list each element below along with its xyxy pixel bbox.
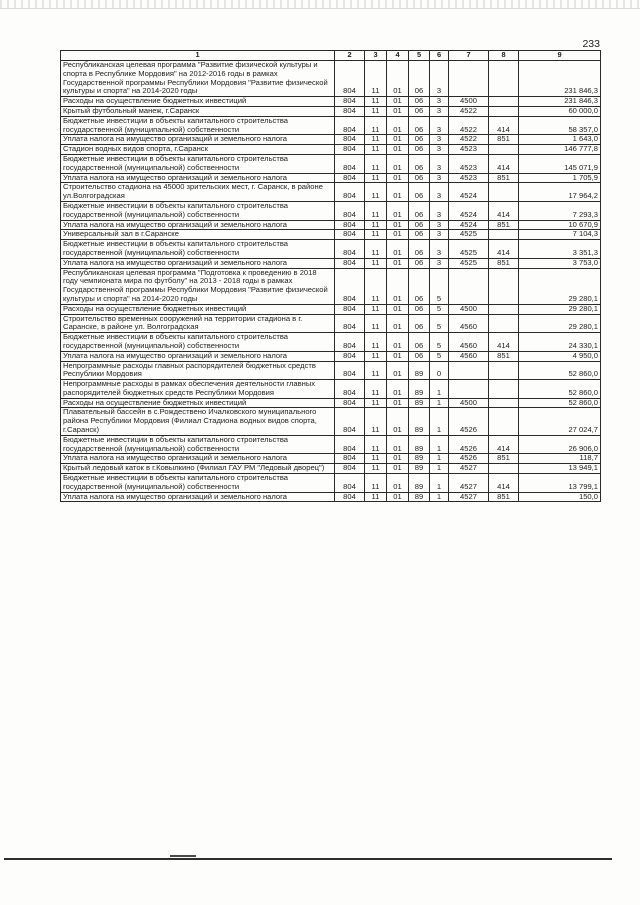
row-description: Плавательный бассейн в с.Рождествено Ичалковского муниципального района Республики Мордовия (Филиал Стадиона водных видов спорта, г.Саранск): [61, 408, 335, 435]
table-row: [61, 314, 601, 333]
row-amount: 58 357,0: [519, 116, 601, 135]
row-code-8: 851: [489, 135, 519, 145]
row-code-8: [489, 97, 519, 107]
row-code-8: [489, 304, 519, 314]
row-description: Уплата налога на имущество организаций и земельного налога: [61, 173, 335, 183]
row-code-5: 06: [409, 351, 430, 361]
table-row: [61, 97, 601, 107]
row-code-5: 06: [409, 145, 430, 155]
row-description: Бюджетные инвестиции в объекты капитального строительства государственной (муниципальной) собственности: [61, 154, 335, 173]
row-amount: 24 330,1: [519, 333, 601, 352]
column-header-7: 7: [449, 51, 489, 61]
row-code-5: 06: [409, 154, 430, 173]
row-code-8: [489, 408, 519, 435]
row-description: Бюджетные инвестиции в объекты капитального строительства государственной (муниципальной) собственности: [61, 435, 335, 454]
row-code-6: 1: [430, 435, 449, 454]
row-description: Непрограммные расходы главных распорядителей бюджетных средств Республики Мордовия: [61, 361, 335, 380]
row-code-7: 4526: [449, 454, 489, 464]
row-code-2: 804: [335, 230, 365, 240]
row-code-8: 414: [489, 201, 519, 220]
row-amount: 29 280,1: [519, 314, 601, 333]
row-code-3: 11: [365, 173, 387, 183]
row-description: Непрограммные расходы в рамках обеспечения деятельности главных распорядителей бюджетных средств Республики Мордовия: [61, 380, 335, 399]
row-amount: 7 293,3: [519, 201, 601, 220]
budget-table: [60, 50, 601, 502]
row-code-2: 804: [335, 145, 365, 155]
row-amount: 118,7: [519, 454, 601, 464]
row-code-3: 11: [365, 183, 387, 202]
row-code-6: 5: [430, 268, 449, 304]
row-code-8: [489, 230, 519, 240]
row-code-3: 11: [365, 154, 387, 173]
row-code-3: 11: [365, 454, 387, 464]
row-code-3: 11: [365, 201, 387, 220]
table-row: [61, 240, 601, 259]
row-code-2: 804: [335, 408, 365, 435]
row-code-6: 3: [430, 240, 449, 259]
row-code-5: 06: [409, 201, 430, 220]
row-code-8: 851: [489, 351, 519, 361]
row-code-2: 804: [335, 97, 365, 107]
table-row: [61, 474, 601, 493]
row-code-8: 414: [489, 154, 519, 173]
row-code-5: 06: [409, 116, 430, 135]
row-amount: 4 950,0: [519, 351, 601, 361]
row-code-8: 851: [489, 173, 519, 183]
row-code-3: 11: [365, 268, 387, 304]
row-code-6: 3: [430, 258, 449, 268]
row-code-3: 11: [365, 380, 387, 399]
row-amount: 13 799,1: [519, 474, 601, 493]
table-row: [61, 361, 601, 380]
row-code-5: 89: [409, 492, 430, 502]
row-code-7: 4524: [449, 201, 489, 220]
row-description: Расходы на осуществление бюджетных инвестиций: [61, 398, 335, 408]
row-code-8: [489, 314, 519, 333]
row-code-7: 4525: [449, 240, 489, 259]
row-code-7: [449, 61, 489, 97]
row-amount: 146 777,8: [519, 145, 601, 155]
row-amount: 3 351,3: [519, 240, 601, 259]
row-code-6: 1: [430, 380, 449, 399]
row-code-5: 89: [409, 464, 430, 474]
row-amount: 52 860,0: [519, 398, 601, 408]
table-row: [61, 268, 601, 304]
row-description: Бюджетные инвестиции в объекты капитального строительства государственной (муниципальной) собственности: [61, 474, 335, 493]
table-row: [61, 333, 601, 352]
row-code-2: 804: [335, 474, 365, 493]
row-code-5: 89: [409, 454, 430, 464]
row-code-2: 804: [335, 173, 365, 183]
row-description: Строительство стадиона на 45000 зрительских мест, г. Саранск, в районе ул.Волгоградская: [61, 183, 335, 202]
row-code-2: 804: [335, 240, 365, 259]
row-code-5: 06: [409, 106, 430, 116]
row-code-3: 11: [365, 240, 387, 259]
row-code-6: 3: [430, 116, 449, 135]
row-code-6: 3: [430, 183, 449, 202]
row-code-2: 804: [335, 492, 365, 502]
row-code-5: 89: [409, 398, 430, 408]
row-description: Бюджетные инвестиции в объекты капитального строительства государственной (муниципальной) собственности: [61, 116, 335, 135]
row-code-2: 804: [335, 398, 365, 408]
row-code-8: [489, 61, 519, 97]
table-row: [61, 61, 601, 97]
table-row: [61, 230, 601, 240]
row-code-2: 804: [335, 61, 365, 97]
row-amount: 17 964,2: [519, 183, 601, 202]
row-code-8: 851: [489, 258, 519, 268]
row-code-6: 5: [430, 304, 449, 314]
row-code-4: 01: [387, 361, 409, 380]
row-code-3: 11: [365, 474, 387, 493]
row-code-8: 414: [489, 116, 519, 135]
row-code-7: 4500: [449, 398, 489, 408]
row-code-6: 3: [430, 201, 449, 220]
row-code-7: 4560: [449, 333, 489, 352]
row-description: Бюджетные инвестиции в объекты капитального строительства государственной (муниципальной) собственности: [61, 333, 335, 352]
row-code-4: 01: [387, 258, 409, 268]
row-code-2: 804: [335, 116, 365, 135]
row-code-2: 804: [335, 106, 365, 116]
table-row: [61, 408, 601, 435]
row-code-2: 804: [335, 314, 365, 333]
row-code-8: [489, 380, 519, 399]
column-header-9: 9: [519, 51, 601, 61]
row-code-7: 4523: [449, 154, 489, 173]
row-code-2: 804: [335, 268, 365, 304]
row-code-6: 5: [430, 351, 449, 361]
row-code-4: 01: [387, 492, 409, 502]
table-row: [61, 135, 601, 145]
row-code-5: 06: [409, 304, 430, 314]
row-amount: 231 846,3: [519, 61, 601, 97]
row-code-8: 414: [489, 333, 519, 352]
table-row: [61, 183, 601, 202]
row-code-2: 804: [335, 351, 365, 361]
row-amount: 7 104,3: [519, 230, 601, 240]
column-header-1: 1: [61, 51, 335, 61]
row-code-5: 89: [409, 361, 430, 380]
row-description: Строительство временных сооружений на территории стадиона в г. Саранске, в районе ул. Волгоградская: [61, 314, 335, 333]
row-description: Республиканская целевая программа "Подготовка к проведению в 2018 году чемпионата мира по футболу" на 2013 - 2018 годы в рамках Государственной программы Республики Мордовия "Развитие физической культуры и спорта" на 2014-2020 годы: [61, 268, 335, 304]
table-row: [61, 454, 601, 464]
row-code-3: 11: [365, 230, 387, 240]
row-code-2: 804: [335, 454, 365, 464]
row-amount: 145 071,9: [519, 154, 601, 173]
row-code-5: 06: [409, 258, 430, 268]
row-code-6: 3: [430, 154, 449, 173]
row-code-3: 11: [365, 61, 387, 97]
row-code-2: 804: [335, 258, 365, 268]
row-code-4: 01: [387, 408, 409, 435]
row-code-4: 01: [387, 106, 409, 116]
row-code-4: 01: [387, 398, 409, 408]
row-code-3: 11: [365, 145, 387, 155]
row-amount: 10 670,9: [519, 220, 601, 230]
row-code-4: 01: [387, 173, 409, 183]
row-code-5: 06: [409, 61, 430, 97]
row-code-5: 89: [409, 380, 430, 399]
row-code-8: [489, 106, 519, 116]
row-code-6: 1: [430, 492, 449, 502]
row-amount: 29 280,1: [519, 268, 601, 304]
row-code-5: 06: [409, 97, 430, 107]
row-description: Расходы на осуществление бюджетных инвестиций: [61, 97, 335, 107]
row-code-2: 804: [335, 464, 365, 474]
row-code-4: 01: [387, 145, 409, 155]
column-header-4: 4: [387, 51, 409, 61]
row-code-4: 01: [387, 201, 409, 220]
column-header-2: 2: [335, 51, 365, 61]
row-description: Крытый футбольный манеж, г.Саранск: [61, 106, 335, 116]
row-code-6: 3: [430, 135, 449, 145]
row-amount: 150,0: [519, 492, 601, 502]
row-code-6: 1: [430, 454, 449, 464]
table-row: [61, 398, 601, 408]
row-code-7: 4523: [449, 173, 489, 183]
row-code-8: [489, 183, 519, 202]
row-code-2: 804: [335, 154, 365, 173]
row-code-3: 11: [365, 333, 387, 352]
row-code-7: 4526: [449, 408, 489, 435]
row-code-4: 01: [387, 304, 409, 314]
scan-mark: [170, 855, 196, 857]
row-amount: 26 906,0: [519, 435, 601, 454]
row-code-4: 01: [387, 268, 409, 304]
row-code-5: 06: [409, 240, 430, 259]
row-code-2: 804: [335, 201, 365, 220]
row-code-6: 1: [430, 464, 449, 474]
row-code-4: 01: [387, 454, 409, 464]
table-row: [61, 435, 601, 454]
row-amount: 13 949,1: [519, 464, 601, 474]
table-row: [61, 201, 601, 220]
row-code-7: 4527: [449, 474, 489, 493]
table-row: [61, 173, 601, 183]
row-code-5: 89: [409, 474, 430, 493]
row-description: Расходы на осуществление бюджетных инвестиций: [61, 304, 335, 314]
row-code-3: 11: [365, 408, 387, 435]
row-code-3: 11: [365, 361, 387, 380]
row-description: Бюджетные инвестиции в объекты капитального строительства государственной (муниципальной) собственности: [61, 240, 335, 259]
row-code-7: [449, 380, 489, 399]
row-description: Уплата налога на имущество организаций и земельного налога: [61, 135, 335, 145]
table-row: [61, 464, 601, 474]
row-code-6: 3: [430, 61, 449, 97]
row-code-4: 01: [387, 183, 409, 202]
row-code-6: 1: [430, 408, 449, 435]
table-row: [61, 106, 601, 116]
row-code-7: 4522: [449, 116, 489, 135]
table-row: [61, 380, 601, 399]
row-code-3: 11: [365, 351, 387, 361]
row-code-3: 11: [365, 97, 387, 107]
row-code-6: 3: [430, 220, 449, 230]
row-description: Стадион водных видов спорта, г.Саранск: [61, 145, 335, 155]
table-header-row: [61, 51, 601, 61]
row-code-7: 4527: [449, 464, 489, 474]
row-code-3: 11: [365, 106, 387, 116]
row-code-7: 4523: [449, 145, 489, 155]
row-code-4: 01: [387, 116, 409, 135]
row-description: Уплата налога на имущество организаций и земельного налога: [61, 258, 335, 268]
row-code-8: [489, 464, 519, 474]
row-amount: 3 753,0: [519, 258, 601, 268]
row-amount: 60 000,0: [519, 106, 601, 116]
row-code-3: 11: [365, 314, 387, 333]
row-code-8: 414: [489, 240, 519, 259]
row-code-6: 3: [430, 97, 449, 107]
row-code-7: 4525: [449, 230, 489, 240]
row-code-5: 89: [409, 435, 430, 454]
row-code-8: 851: [489, 492, 519, 502]
column-header-6: 6: [430, 51, 449, 61]
row-code-4: 01: [387, 61, 409, 97]
row-description: Бюджетные инвестиции в объекты капитального строительства государственной (муниципальной) собственности: [61, 201, 335, 220]
row-code-2: 804: [335, 333, 365, 352]
row-code-5: 06: [409, 220, 430, 230]
row-code-2: 804: [335, 380, 365, 399]
row-code-3: 11: [365, 435, 387, 454]
row-code-5: 06: [409, 173, 430, 183]
row-code-6: 3: [430, 173, 449, 183]
table-row: [61, 258, 601, 268]
row-amount: 29 280,1: [519, 304, 601, 314]
scan-top-edge: [0, 0, 640, 9]
row-code-4: 01: [387, 351, 409, 361]
row-code-7: 4524: [449, 183, 489, 202]
table-row: [61, 492, 601, 502]
row-code-3: 11: [365, 258, 387, 268]
column-header-3: 3: [365, 51, 387, 61]
row-code-6: 5: [430, 333, 449, 352]
row-code-4: 01: [387, 380, 409, 399]
row-amount: 1 643,0: [519, 135, 601, 145]
row-code-6: 3: [430, 106, 449, 116]
row-code-7: [449, 268, 489, 304]
row-code-6: 5: [430, 314, 449, 333]
row-amount: 52 860,0: [519, 380, 601, 399]
row-code-8: [489, 268, 519, 304]
row-description: Уплата налога на имущество организаций и земельного налога: [61, 492, 335, 502]
row-code-6: 1: [430, 398, 449, 408]
table-row: [61, 304, 601, 314]
table-row: [61, 116, 601, 135]
table-row: [61, 220, 601, 230]
row-code-7: 4526: [449, 435, 489, 454]
row-code-7: 4522: [449, 135, 489, 145]
row-code-5: 06: [409, 268, 430, 304]
row-description: Крытый ледовый каток в г.Ковылкино (Филиал ГАУ РМ "Ледовый дворец"): [61, 464, 335, 474]
row-code-4: 01: [387, 474, 409, 493]
row-code-2: 804: [335, 304, 365, 314]
row-description: Уплата налога на имущество организаций и земельного налога: [61, 220, 335, 230]
row-code-7: [449, 361, 489, 380]
row-code-7: 4500: [449, 304, 489, 314]
row-amount: 1 705,9: [519, 173, 601, 183]
row-description: Уплата налога на имущество организаций и земельного налога: [61, 454, 335, 464]
row-code-5: 89: [409, 408, 430, 435]
row-code-8: [489, 145, 519, 155]
row-code-7: 4525: [449, 258, 489, 268]
row-code-6: 1: [430, 474, 449, 493]
table-row: [61, 145, 601, 155]
row-code-3: 11: [365, 464, 387, 474]
row-code-7: 4524: [449, 220, 489, 230]
row-code-2: 804: [335, 183, 365, 202]
row-code-3: 11: [365, 492, 387, 502]
row-code-6: 0: [430, 361, 449, 380]
row-code-7: 4527: [449, 492, 489, 502]
row-amount: 231 846,3: [519, 97, 601, 107]
row-code-6: 3: [430, 145, 449, 155]
row-code-3: 11: [365, 116, 387, 135]
row-code-3: 11: [365, 135, 387, 145]
row-code-4: 01: [387, 97, 409, 107]
row-amount: 52 860,0: [519, 361, 601, 380]
column-header-8: 8: [489, 51, 519, 61]
row-code-3: 11: [365, 398, 387, 408]
column-header-5: 5: [409, 51, 430, 61]
row-code-3: 11: [365, 304, 387, 314]
row-code-4: 01: [387, 220, 409, 230]
row-code-4: 01: [387, 464, 409, 474]
row-code-7: 4560: [449, 314, 489, 333]
row-code-7: 4560: [449, 351, 489, 361]
row-description: Универсальный зал в г.Саранске: [61, 230, 335, 240]
row-code-5: 06: [409, 230, 430, 240]
row-code-4: 01: [387, 154, 409, 173]
row-code-3: 11: [365, 220, 387, 230]
page-number: 233: [582, 38, 600, 50]
row-code-8: [489, 398, 519, 408]
row-code-8: [489, 361, 519, 380]
row-code-8: 414: [489, 435, 519, 454]
row-description: Республиканская целевая программа "Развитие физической культуры и спорта в Республике Мордовия" на 2012-2016 годы в рамках Государственной программы Республики Мордовия "Развитие физической культуры и спорта" на 2014-2020 годы: [61, 61, 335, 97]
row-code-7: 4500: [449, 97, 489, 107]
row-code-2: 804: [335, 220, 365, 230]
row-code-4: 01: [387, 135, 409, 145]
row-code-4: 01: [387, 230, 409, 240]
scan-bottom-rule: [4, 858, 612, 860]
row-code-8: 851: [489, 454, 519, 464]
row-code-5: 06: [409, 314, 430, 333]
row-code-5: 06: [409, 333, 430, 352]
row-code-7: 4522: [449, 106, 489, 116]
row-code-2: 804: [335, 135, 365, 145]
row-code-4: 01: [387, 333, 409, 352]
row-code-2: 804: [335, 361, 365, 380]
table-row: [61, 351, 601, 361]
row-code-5: 06: [409, 135, 430, 145]
row-code-8: 851: [489, 220, 519, 230]
row-code-2: 804: [335, 435, 365, 454]
row-code-8: 414: [489, 474, 519, 493]
row-code-4: 01: [387, 240, 409, 259]
row-code-4: 01: [387, 314, 409, 333]
row-code-5: 06: [409, 183, 430, 202]
row-code-6: 3: [430, 230, 449, 240]
row-description: Уплата налога на имущество организаций и земельного налога: [61, 351, 335, 361]
table-row: [61, 154, 601, 173]
row-amount: 27 024,7: [519, 408, 601, 435]
row-code-4: 01: [387, 435, 409, 454]
